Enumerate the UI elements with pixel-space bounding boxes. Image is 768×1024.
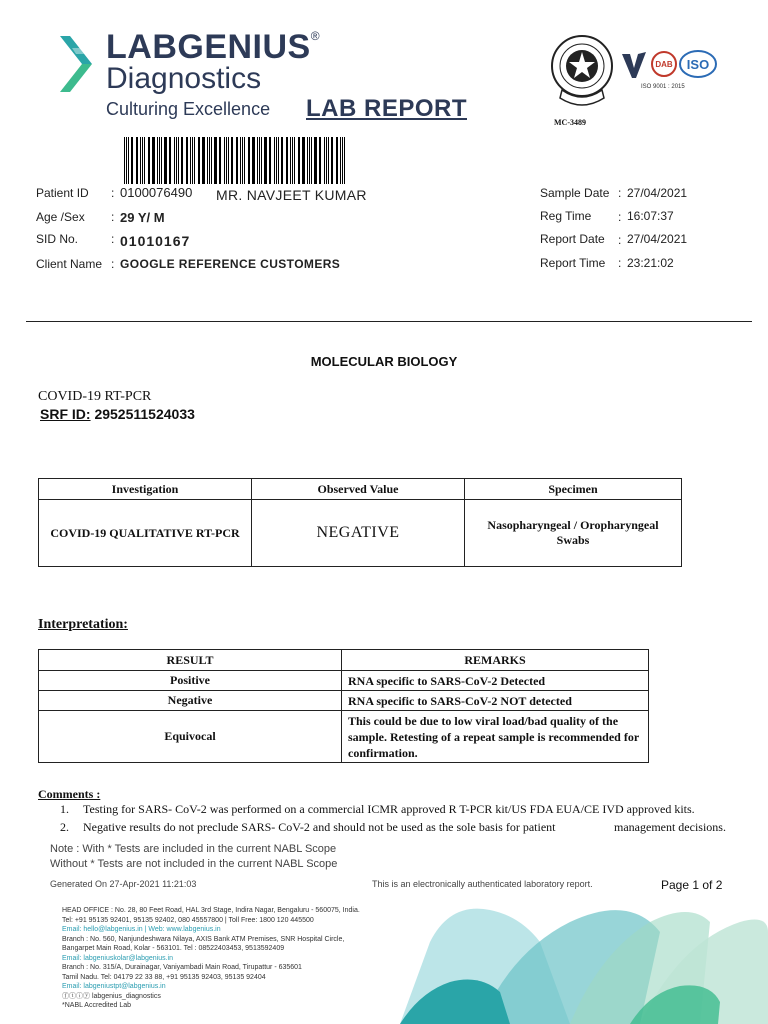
address-line: Branch : No. 315/A, Durainagar, Vaniyambadi Main Road, Tirupattur - 635601	[62, 964, 302, 971]
remark-cell: RNA specific to SARS-CoV-2 NOT detected	[342, 691, 649, 711]
address-line: Tamil Nadu. Tel: 04179 22 33 88, +91 95135 92403, 95135 92404	[62, 973, 266, 981]
table-header-row	[39, 650, 649, 671]
patient-name: MR. NAVJEET KUMAR	[216, 187, 367, 203]
sid-label: SID No.	[36, 232, 79, 246]
nabl-footnote: *NABL Accredited Lab	[62, 1002, 132, 1009]
colon: :	[111, 186, 115, 200]
address-line: Bangarpet Main Road, Kolar - 563101. Tel : 08522403453, 9513592409	[62, 945, 285, 952]
generated-on: Generated On 27-Apr-2021 11:21:03	[50, 879, 197, 889]
interpretation-table	[38, 649, 649, 763]
patient-id-value: 0100076490	[120, 185, 193, 200]
colon: :	[111, 210, 115, 224]
srf-id	[40, 406, 195, 422]
colon: :	[618, 233, 622, 247]
brand-subtitle: Diagnostics	[106, 62, 262, 95]
srf-value: 2952511524033	[94, 406, 195, 422]
comment-number: 2.	[60, 820, 69, 834]
reg-time-label: Reg Time	[540, 209, 592, 223]
barcode-icon	[124, 137, 348, 184]
comment-text: Testing for SARS- CoV-2 was performed on a commercial ICMR approved R T-PCR kit/US FDA EUA/CE IVD approved kits.	[83, 802, 695, 816]
brand-name: LABGENIUS®	[106, 28, 321, 66]
column-header: Specimen	[465, 479, 682, 500]
report-date-value: 27/04/2021	[627, 232, 688, 246]
address-line: Tel: +91 95135 92401, 95135 92402, 080 45557800 | Toll Free: 1800 120 445500	[62, 916, 314, 924]
table-row	[39, 671, 649, 691]
observed-value-cell: NEGATIVE	[252, 500, 465, 567]
report-title: LAB REPORT	[306, 95, 467, 122]
column-header: RESULT	[39, 650, 342, 671]
age-sex-value: 29 Y/ M	[120, 210, 165, 225]
address-block	[62, 906, 442, 1011]
column-header: REMARKS	[342, 650, 649, 671]
report-time-value: 23:21:02	[627, 256, 674, 270]
report-date-label: Report Date	[540, 232, 605, 246]
remark-cell: This could be due to low viral load/bad quality of the sample. Retesting of a repeat sample is recommended for confirmation.	[342, 711, 649, 763]
colon: :	[111, 232, 115, 246]
test-name: COVID-19 RT-PCR	[38, 389, 152, 404]
column-header: Investigation	[39, 479, 252, 500]
comment-text: Negative results do not preclude SARS- CoV-2 and should not be used as the sole basis for patient	[83, 820, 556, 834]
result-cell: Negative	[39, 691, 342, 711]
nabl-seal-icon	[550, 34, 614, 114]
labgenius-logo-icon	[58, 34, 94, 94]
comments-title: Comments :	[38, 787, 101, 801]
iso-note: ISO 9001 : 2015	[641, 84, 685, 90]
address-line: Branch : No. 560, Nanjundeshwara Nilaya, AXIS Bank ATM Premises, SNR Hospital Circle,	[62, 935, 345, 943]
page-number: Page 1 of 2	[661, 878, 723, 892]
colon: :	[618, 256, 622, 270]
colon: :	[111, 257, 115, 271]
colon: :	[618, 186, 622, 200]
sample-date-label: Sample Date	[540, 186, 610, 200]
iso-text: ISO	[686, 57, 710, 72]
section-heading: MOLECULAR BIOLOGY	[310, 354, 458, 369]
colon: :	[618, 210, 622, 224]
address-line: HEAD OFFICE : No. 28, 80 Feet Road, HAL 3rd Stage, Indira Nagar, Bengaluru - 560075, India.	[62, 907, 360, 914]
interpretation-title: Interpretation:	[38, 617, 128, 632]
result-cell: Equivocal	[39, 711, 342, 763]
comment-text-tail: management decisions.	[614, 820, 726, 834]
brand-tagline: Culturing Excellence	[106, 99, 271, 119]
header-divider	[26, 321, 752, 322]
table-row	[39, 691, 649, 711]
address-line: Email: labgeniustpt@labgenius.in	[62, 983, 166, 990]
authentication-note: This is an electronically authenticated laboratory report.	[372, 879, 593, 889]
sample-date-value: 27/04/2021	[627, 186, 688, 200]
column-header: Observed Value	[252, 479, 465, 500]
table-row	[39, 500, 682, 567]
dab-text: DAB	[655, 60, 673, 69]
specimen-cell: Nasopharyngeal / Oropharyngeal Swabs	[465, 500, 682, 567]
nabl-note-with: Note : With * Tests are included in the current NABL Scope	[50, 843, 337, 855]
remark-cell: RNA specific to SARS-CoV-2 Detected	[342, 671, 649, 691]
results-table	[38, 478, 682, 567]
certification-icons	[622, 48, 718, 80]
report-time-label: Report Time	[540, 256, 606, 270]
table-row	[39, 711, 649, 763]
age-sex-label: Age /Sex	[36, 210, 85, 224]
result-cell: Positive	[39, 671, 342, 691]
comment-number: 1.	[60, 802, 69, 816]
client-name-label: Client Name	[36, 257, 103, 271]
investigation-cell: COVID-19 QUALITATIVE RT-PCR	[39, 500, 252, 567]
address-line: Email: hello@labgenius.in | Web: www.labgenius.in	[62, 926, 221, 933]
social-handle: ⓕⓣⓘⓨ labgenius_diagnostics	[62, 992, 161, 1000]
address-line: Email: labgeniuskolar@labgenius.in	[62, 954, 174, 962]
patient-id-label: Patient ID	[36, 186, 89, 200]
reg-time-value: 16:07:37	[627, 209, 674, 223]
sid-value: 01010167	[120, 233, 191, 249]
client-name-value: GOOGLE REFERENCE CUSTOMERS	[120, 257, 341, 271]
nabl-note-without: Without * Tests are not included in the current NABL Scope	[50, 858, 338, 870]
social-icons: ⓕⓣⓘⓨ	[62, 992, 92, 1000]
srf-label: SRF ID:	[40, 406, 91, 422]
table-header-row	[39, 479, 682, 500]
decorative-waves	[400, 882, 768, 1024]
accreditation-code: MC-3489	[554, 118, 586, 127]
